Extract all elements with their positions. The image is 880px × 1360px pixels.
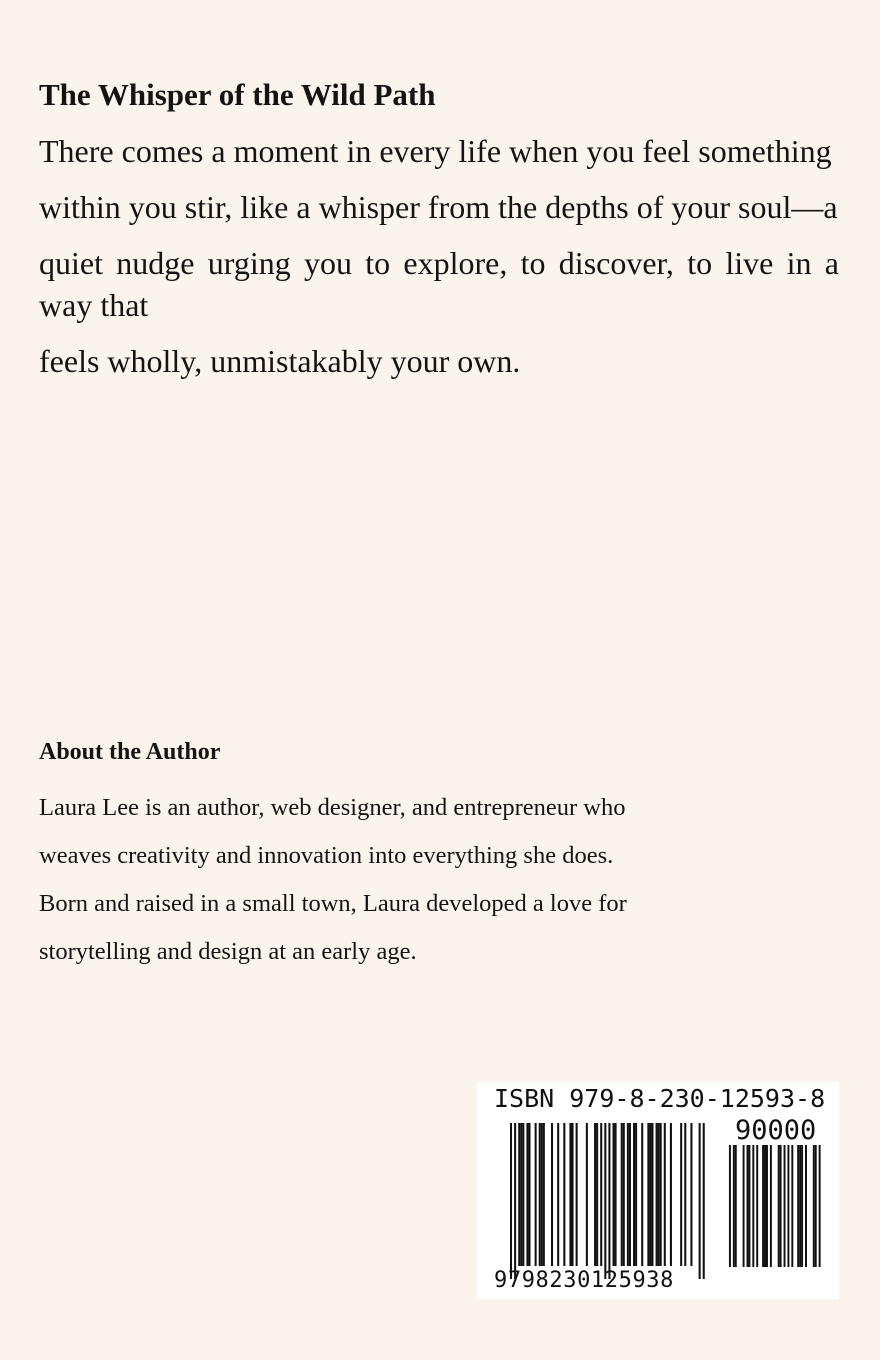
barcode-bar <box>528 1123 530 1266</box>
barcode-bar <box>658 1123 660 1266</box>
barcode-bar <box>541 1123 543 1266</box>
barcode-bar <box>600 1123 602 1266</box>
barcode-bar <box>647 1123 649 1266</box>
barcode-bar <box>797 1145 799 1267</box>
barcode-bar <box>586 1123 588 1266</box>
barcode-bar <box>670 1123 672 1266</box>
barcode-bar <box>748 1145 750 1267</box>
bio-line: weaves creativity and innovation into everything she does. <box>39 842 614 869</box>
barcode-bar <box>608 1123 610 1279</box>
barcode-bar <box>649 1123 651 1266</box>
barcode-bar <box>596 1123 598 1266</box>
barcode-bar <box>621 1123 623 1266</box>
barcode-bar <box>613 1123 615 1266</box>
barcode-bar <box>747 1145 749 1267</box>
barcode-bar <box>615 1123 617 1266</box>
barcode-bar <box>518 1123 520 1266</box>
author-bio <box>39 784 739 976</box>
barcode-bar <box>623 1123 625 1266</box>
barcode-bar <box>563 1123 565 1266</box>
barcode-bar <box>660 1123 662 1266</box>
barcode-bar <box>641 1123 643 1266</box>
blurb-line: feels wholly, unmistakably your own. <box>39 343 521 379</box>
price-code: 90000 <box>735 1115 817 1146</box>
barcode-bar <box>735 1145 737 1267</box>
bio-line: Born and raised in a small town, Laura developed a love for <box>39 890 627 917</box>
barcode-bar <box>594 1123 596 1266</box>
barcode-bar <box>572 1123 574 1266</box>
barcode-bar <box>784 1145 786 1267</box>
barcode-bar <box>699 1123 701 1279</box>
ean-digits: 9798230125938 <box>494 1268 674 1293</box>
barcode-bar <box>684 1123 686 1266</box>
barcode-bar <box>539 1123 541 1266</box>
barcode-bar <box>651 1123 653 1266</box>
barcode-bar <box>604 1123 606 1279</box>
barcode-bar <box>635 1123 637 1266</box>
barcode-bar <box>762 1145 764 1267</box>
barcode-bar <box>520 1123 522 1266</box>
blurb-line: There comes a moment in every life when you feel something <box>39 133 832 169</box>
barcode-bar <box>799 1145 801 1267</box>
barcode-bar <box>801 1145 803 1267</box>
barcode-bar <box>819 1145 821 1267</box>
barcode-bar <box>766 1145 768 1267</box>
barcode-bar <box>522 1123 524 1266</box>
about-author-heading: About the Author <box>39 739 221 765</box>
barcode-bar <box>743 1145 745 1267</box>
blurb-title: The Whisper of the Wild Path <box>39 77 436 112</box>
barcode-bar <box>780 1145 782 1267</box>
barcode-bar <box>656 1123 658 1266</box>
barcode-bar <box>770 1145 772 1267</box>
blurb-line: quiet nudge urging you to explore, to discover, to live in a way that <box>39 245 839 323</box>
barcode-bar <box>791 1145 793 1267</box>
barcode-bar <box>733 1145 735 1267</box>
barcode-bar <box>576 1123 578 1266</box>
barcode-bar <box>729 1145 731 1267</box>
barcode-bar <box>627 1123 629 1266</box>
barcode-bar <box>815 1145 817 1267</box>
blurb-line: within you stir, like a whisper from the depths of your soul—a <box>39 189 838 225</box>
barcode-bar <box>680 1123 682 1266</box>
barcode-bar <box>629 1123 631 1266</box>
bio-line: storytelling and design at an early age. <box>39 938 417 965</box>
barcode-bar <box>752 1145 754 1267</box>
barcode-bar <box>756 1145 758 1267</box>
barcode-bar <box>543 1123 545 1266</box>
barcode-bar <box>778 1145 780 1267</box>
barcode-bar <box>805 1145 807 1267</box>
bio-line: Laura Lee is an author, web designer, and entrepreneur who <box>39 794 626 821</box>
blurb-text <box>39 130 839 396</box>
barcode-bar <box>764 1145 766 1267</box>
barcode-bar <box>535 1123 537 1266</box>
barcode-bar <box>787 1145 789 1267</box>
barcode-bar <box>551 1123 553 1266</box>
barcode-bar <box>703 1123 705 1279</box>
isbn-label: ISBN 979-8-230-12593-8 <box>494 1084 826 1113</box>
barcode-bar <box>569 1123 571 1266</box>
barcode-bar <box>557 1123 559 1266</box>
barcode-bar <box>690 1123 692 1266</box>
barcode-bar <box>510 1123 512 1279</box>
barcode-bar <box>526 1123 528 1266</box>
barcode-bar <box>633 1123 635 1266</box>
barcode-bar <box>514 1123 516 1279</box>
barcode-bar <box>664 1123 666 1266</box>
isbn-barcode <box>477 1082 839 1299</box>
barcode-bar <box>813 1145 815 1267</box>
